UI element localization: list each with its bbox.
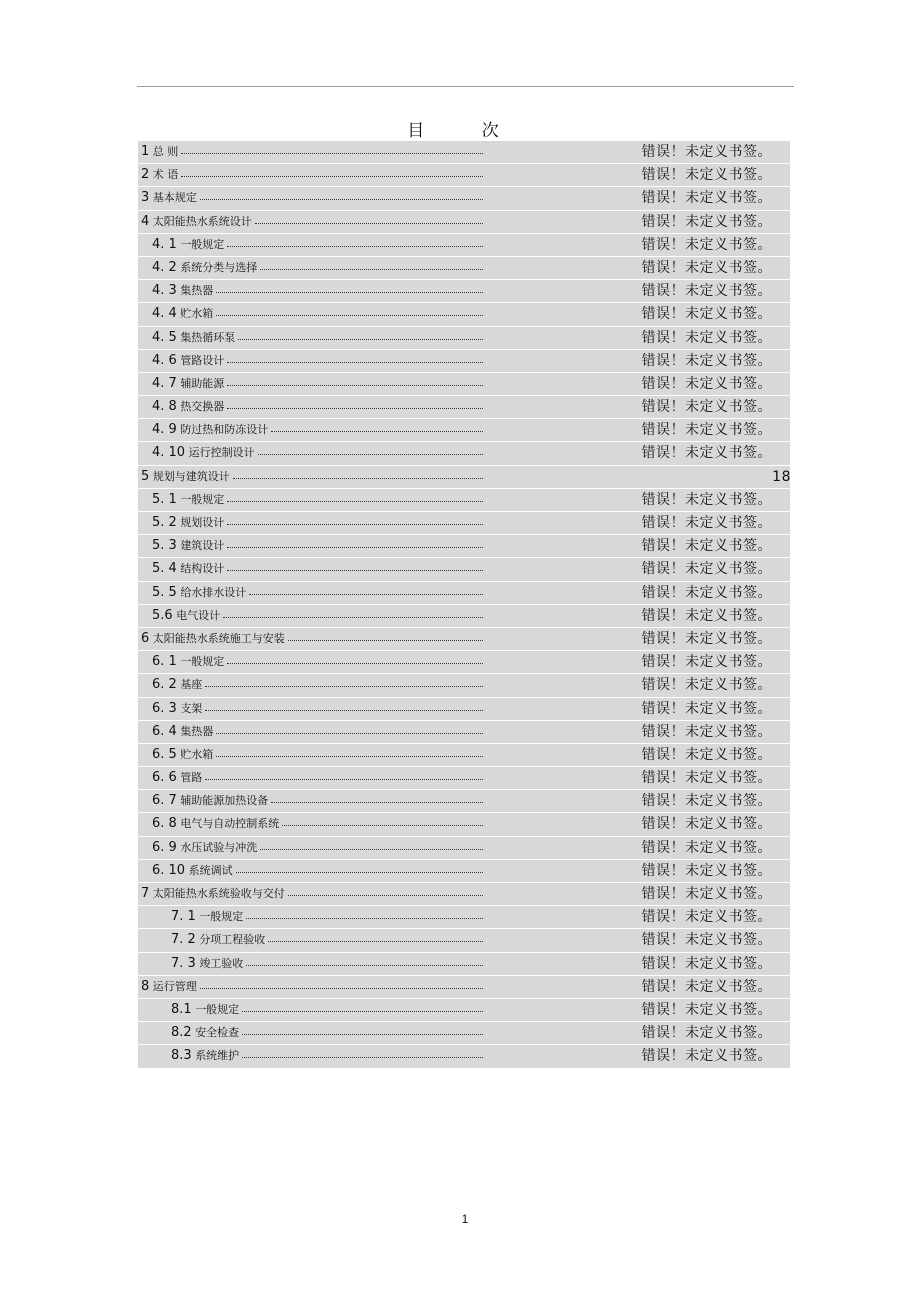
toc-entry-label: [141, 190, 197, 206]
toc-entry-number: 4. 7: [152, 375, 177, 391]
toc-entry-page: 错误！未定义书签。: [641, 700, 772, 717]
toc-entry-text: 运行控制设计: [188, 446, 255, 460]
table-of-contents: [138, 141, 790, 1069]
toc-entry-label: [152, 260, 257, 276]
toc-leader-dots: [249, 593, 483, 595]
toc-entry-page: 错误！未定义书签。: [641, 862, 772, 879]
toc-leader-dots: [205, 709, 483, 711]
toc-entry-label: [152, 492, 224, 508]
toc-leader-dots: [271, 801, 483, 803]
toc-leader-dots: [260, 268, 483, 270]
toc-entry-number: 3: [141, 190, 150, 206]
toc-entry[interactable]: [138, 651, 790, 674]
toc-entry-text: 热交换器: [180, 400, 225, 414]
toc-leader-dots: [223, 616, 483, 618]
toc-entry-text: 系统调试: [188, 863, 233, 877]
toc-entry-page: 错误！未定义书签。: [641, 236, 772, 253]
header-rule: [137, 86, 794, 87]
toc-entry-number: 5.6: [152, 607, 173, 623]
toc-entry-number: 7. 2: [171, 932, 196, 948]
toc-leader-dots: [246, 964, 483, 966]
toc-entry-label: [152, 701, 202, 717]
toc-entry[interactable]: [138, 466, 790, 489]
toc-leader-dots: [216, 732, 483, 734]
toc-entry-number: 5. 2: [152, 515, 177, 530]
toc-entry[interactable]: [138, 744, 790, 767]
toc-entry-text: 建筑设计: [180, 539, 225, 553]
toc-entry-number: 6. 2: [152, 677, 177, 693]
toc-entry-label: [152, 608, 220, 624]
toc-leader-dots: [181, 175, 483, 177]
toc-entry-number: 2: [141, 167, 150, 183]
toc-leader-dots: [227, 384, 483, 386]
toc-entry-page: 错误！未定义书签。: [641, 630, 772, 647]
toc-entry-text: 防过热和防冻设计: [180, 423, 269, 437]
toc-leader-dots: [268, 940, 483, 942]
toc-entry-number: 5: [141, 468, 150, 484]
toc-leader-dots: [288, 639, 483, 641]
toc-entry-number: 6. 1: [152, 654, 177, 670]
toc-entry-page: 错误！未定义书签。: [641, 723, 772, 740]
toc-entry-text: 安全检查: [195, 1026, 240, 1040]
toc-entry-text: 集热循环泵: [180, 330, 236, 344]
toc-entry[interactable]: [138, 350, 790, 373]
toc-entry-label: [152, 237, 224, 253]
toc-entry-page: 错误！未定义书签。: [641, 793, 772, 810]
toc-entry[interactable]: [138, 953, 790, 976]
toc-entry-label: [141, 979, 197, 995]
toc-leader-dots: [227, 523, 483, 525]
toc-entry[interactable]: [138, 141, 790, 164]
toc-entry-text: 管路: [180, 771, 203, 785]
toc-entry-page: 错误！未定义书签。: [641, 839, 772, 856]
toc-entry[interactable]: [138, 582, 790, 605]
toc-entry-text: 一般规定: [195, 1002, 240, 1016]
toc-entry[interactable]: [138, 837, 790, 860]
toc-entry[interactable]: [138, 1022, 790, 1045]
toc-entry-number: 4. 6: [152, 352, 177, 368]
toc-entry-page: 错误！未定义书签。: [641, 909, 772, 926]
toc-entry-page: 错误！未定义书签。: [641, 190, 772, 207]
toc-entry[interactable]: [138, 906, 790, 929]
toc-entry-page: 错误！未定义书签。: [641, 584, 772, 601]
toc-entry-number: 8.2: [171, 1025, 192, 1041]
toc-entry[interactable]: [138, 976, 790, 999]
toc-entry-label: [171, 909, 243, 925]
toc-entry-page: 错误！未定义书签。: [641, 1048, 772, 1065]
toc-entry-page: 错误！未定义书签。: [641, 306, 772, 323]
toc-entry-page: 错误！未定义书签。: [641, 538, 772, 555]
toc-entry-text: 电气与自动控制系统: [180, 817, 280, 831]
toc-entry-page: 错误！未定义书签。: [641, 422, 772, 439]
toc-entry[interactable]: [138, 999, 790, 1022]
toc-entry-text: 电气设计: [176, 608, 221, 622]
toc-entry-label: [141, 167, 178, 183]
toc-entry-number: 6. 10: [152, 862, 186, 878]
toc-entry[interactable]: [138, 883, 790, 906]
toc-entry-number: 7. 1: [171, 909, 196, 925]
toc-entry-number: 6. 4: [152, 723, 177, 739]
toc-entry-label: [152, 793, 268, 809]
toc-entry-label: [152, 306, 213, 322]
toc-entry-text: 辅助能源加热设备: [180, 794, 269, 808]
toc-entry-label: [152, 515, 224, 531]
toc-entry-number: 7: [141, 886, 150, 901]
toc-leader-dots: [258, 453, 483, 455]
toc-entry-text: 管路设计: [180, 353, 225, 367]
toc-leader-dots: [216, 755, 483, 757]
toc-leader-dots: [260, 848, 483, 850]
toc-entry-text: 总 则: [152, 145, 179, 158]
toc-entry-text: 水压试验与冲洗: [180, 840, 258, 854]
toc-entry-label: [141, 886, 285, 902]
toc-leader-dots: [181, 152, 483, 154]
toc-entry[interactable]: [138, 187, 790, 210]
toc-entry-page: 18: [772, 468, 791, 485]
toc-entry-label: [152, 840, 257, 856]
toc-entry-number: 6. 8: [152, 816, 177, 832]
toc-entry-number: 6. 9: [152, 839, 177, 855]
toc-entry[interactable]: [138, 327, 790, 350]
toc-entry-number: 4. 1: [152, 236, 177, 252]
toc-entry-number: 5. 3: [152, 538, 177, 554]
toc-entry-number: 4. 9: [152, 422, 177, 438]
toc-entry-text: 太阳能热水系统施工与安装: [152, 631, 285, 645]
toc-leader-dots: [227, 245, 483, 247]
toc-entry-text: 运行管理: [152, 979, 197, 993]
toc-leader-dots: [236, 871, 483, 873]
toc-entry-text: 集热器: [180, 284, 214, 298]
toc-leader-dots: [288, 894, 483, 896]
toc-entry[interactable]: [138, 558, 790, 581]
toc-entry-label: [171, 1002, 239, 1018]
toc-entry-page: 错误！未定义书签。: [641, 491, 772, 508]
toc-entry-text: 分项工程验收: [199, 933, 266, 947]
toc-entry-text: 规划设计: [180, 516, 225, 529]
toc-entry-label: [152, 724, 213, 740]
toc-entry-text: 太阳能热水系统验收与交付: [152, 887, 285, 900]
toc-entry-label: [141, 144, 178, 160]
toc-entry-page: 错误！未定义书签。: [641, 561, 772, 578]
toc-entry-text: 规划与建筑设计: [152, 469, 230, 483]
toc-leader-dots: [216, 291, 483, 293]
toc-entry-number: 1: [141, 144, 150, 159]
toc-entry-label: [152, 538, 224, 554]
toc-leader-dots: [238, 338, 483, 340]
toc-entry-number: 4. 4: [152, 306, 177, 322]
toc-entry-page: 错误！未定义书签。: [641, 978, 772, 995]
page-number: 1: [461, 1212, 469, 1226]
toc-entry[interactable]: [138, 767, 790, 790]
toc-entry-number: 5. 4: [152, 561, 177, 577]
toc-entry[interactable]: [138, 721, 790, 744]
toc-entry[interactable]: [138, 211, 790, 234]
toc-entry[interactable]: [138, 860, 790, 883]
toc-entry-label: [152, 770, 202, 786]
toc-entry-page: 错误！未定义书签。: [641, 654, 772, 671]
toc-entry-label: [152, 561, 224, 577]
toc-entry-label: [152, 376, 224, 392]
toc-entry-text: 太阳能热水系统设计: [152, 214, 252, 228]
toc-leader-dots: [242, 1056, 483, 1058]
toc-entry-label: [152, 816, 279, 832]
toc-entry-number: 4. 5: [152, 329, 177, 345]
toc-leader-dots: [271, 430, 483, 432]
toc-entry-page: 错误！未定义书签。: [641, 329, 772, 346]
toc-entry-label: [141, 469, 230, 485]
toc-entry-page: 错误！未定义书签。: [641, 886, 772, 902]
toc-entry-text: 系统维护: [195, 1049, 240, 1063]
toc-entry[interactable]: [138, 442, 790, 465]
toc-entry-page: 错误！未定义书签。: [641, 375, 772, 392]
toc-leader-dots: [205, 685, 483, 687]
toc-entry[interactable]: [138, 628, 790, 651]
toc-entry[interactable]: [138, 164, 790, 187]
toc-entry-text: 基座: [180, 678, 203, 692]
toc-entry-page: 错误！未定义书签。: [641, 607, 772, 624]
toc-entry[interactable]: [138, 257, 790, 280]
toc-entry-text: 支架: [180, 701, 203, 715]
toc-entry-label: [171, 1048, 239, 1064]
toc-leader-dots: [242, 1033, 483, 1035]
toc-entry-text: 给水排水设计: [180, 585, 247, 599]
toc-entry-label: [152, 353, 224, 369]
toc-entry[interactable]: [138, 790, 790, 813]
toc-entry[interactable]: [138, 698, 790, 721]
toc-entry[interactable]: [138, 419, 790, 442]
toc-entry-page: 错误！未定义书签。: [641, 283, 772, 300]
toc-entry-label: [141, 631, 285, 647]
toc-entry-page: 错误！未定义书签。: [641, 677, 772, 694]
toc-entry-page: 错误！未定义书签。: [641, 259, 772, 276]
toc-entry-text: 贮水箱: [180, 307, 214, 321]
toc-entry-number: 4. 2: [152, 259, 177, 275]
toc-entry-text: 辅助能源: [180, 376, 225, 390]
toc-leader-dots: [233, 477, 483, 479]
toc-leader-dots: [282, 824, 483, 826]
toc-entry-page: 错误！未定义书签。: [641, 515, 772, 531]
toc-entry-number: 6. 5: [152, 746, 177, 762]
toc-entry[interactable]: [138, 373, 790, 396]
toc-entry-label: [152, 399, 224, 415]
toc-entry[interactable]: [138, 535, 790, 558]
toc-entry[interactable]: [138, 674, 790, 697]
toc-leader-dots: [227, 361, 483, 363]
toc-entry-label: [171, 956, 243, 972]
toc-entry-page: 错误！未定义书签。: [641, 955, 772, 972]
toc-entry-number: 4. 10: [152, 445, 186, 461]
toc-leader-dots: [227, 546, 483, 548]
toc-entry-page: 错误！未定义书签。: [641, 445, 772, 462]
toc-entry-text: 结构设计: [180, 562, 225, 576]
toc-entry-text: 一般规定: [199, 910, 244, 924]
toc-entry-page: 错误！未定义书签。: [641, 816, 772, 833]
toc-leader-dots: [200, 987, 483, 989]
toc-entry-page: 错误！未定义书签。: [641, 746, 772, 763]
toc-entry-text: 竣工验收: [199, 956, 244, 970]
toc-entry[interactable]: [138, 929, 790, 952]
toc-entry-label: [152, 747, 213, 763]
toc-entry-text: 一般规定: [180, 237, 225, 251]
toc-entry-label: [152, 283, 213, 299]
toc-entry-page: 错误！未定义书签。: [641, 167, 772, 184]
toc-entry[interactable]: [138, 813, 790, 836]
toc-leader-dots: [255, 222, 483, 224]
toc-entry[interactable]: [138, 303, 790, 326]
toc-leader-dots: [227, 407, 483, 409]
toc-entry[interactable]: [138, 512, 790, 535]
page-title: 目 次: [407, 121, 525, 141]
toc-entry[interactable]: [138, 280, 790, 303]
toc-entry-number: 5. 5: [152, 584, 177, 600]
toc-entry-text: 一般规定: [180, 655, 225, 669]
toc-entry-number: 8.3: [171, 1048, 192, 1064]
toc-entry[interactable]: [138, 234, 790, 257]
toc-leader-dots: [227, 569, 483, 571]
toc-entry-label: [152, 422, 268, 438]
toc-entry-label: [141, 214, 252, 230]
toc-entry-number: 4. 3: [152, 283, 177, 299]
toc-entry-label: [152, 585, 246, 601]
toc-entry-text: 贮水箱: [180, 747, 214, 761]
toc-entry-number: 6. 7: [152, 793, 177, 809]
toc-leader-dots: [227, 662, 483, 664]
toc-entry-number: 7. 3: [171, 955, 196, 971]
toc-entry-number: 4: [141, 213, 150, 229]
toc-entry-text: 术 语: [152, 168, 179, 182]
toc-leader-dots: [205, 778, 483, 780]
toc-entry-label: [152, 654, 224, 670]
toc-entry-label: [152, 445, 255, 461]
toc-entry-label: [152, 677, 202, 693]
toc-entry-label: [152, 863, 233, 879]
toc-entry-number: 6. 6: [152, 770, 177, 786]
toc-leader-dots: [216, 314, 483, 316]
toc-entry-page: 错误！未定义书签。: [641, 1025, 772, 1042]
toc-entry-page: 错误！未定义书签。: [641, 213, 772, 230]
toc-entry-page: 错误！未定义书签。: [641, 399, 772, 416]
toc-entry-page: 错误！未定义书签。: [641, 1001, 772, 1018]
toc-entry-text: 系统分类与选择: [180, 260, 258, 274]
toc-entry-number: 8.1: [171, 1001, 192, 1017]
toc-entry-text: 基本规定: [152, 191, 197, 205]
toc-entry-text: 集热器: [180, 724, 214, 738]
toc-entry[interactable]: [138, 1045, 790, 1068]
toc-entry-page: 错误！未定义书签。: [641, 144, 772, 160]
toc-leader-dots: [200, 198, 483, 200]
toc-entry-label: [171, 932, 265, 948]
toc-entry-page: 错误！未定义书签。: [641, 932, 772, 949]
toc-entry[interactable]: [138, 489, 790, 512]
toc-entry-number: 5. 1: [152, 491, 177, 507]
toc-entry-number: 8: [141, 978, 150, 994]
toc-leader-dots: [246, 917, 483, 919]
toc-entry-label: [152, 330, 235, 346]
toc-entry-number: 6. 3: [152, 700, 177, 716]
toc-entry-text: 一般规定: [180, 492, 225, 506]
toc-entry[interactable]: [138, 605, 790, 628]
toc-entry-page: 错误！未定义书签。: [641, 770, 772, 787]
toc-entry-page: 错误！未定义书签。: [641, 352, 772, 369]
toc-entry-label: [171, 1025, 239, 1041]
toc-entry-number: 4. 8: [152, 399, 177, 415]
toc-entry[interactable]: [138, 396, 790, 419]
toc-leader-dots: [242, 1010, 483, 1012]
toc-leader-dots: [227, 500, 483, 502]
toc-entry-number: 6: [141, 630, 150, 646]
